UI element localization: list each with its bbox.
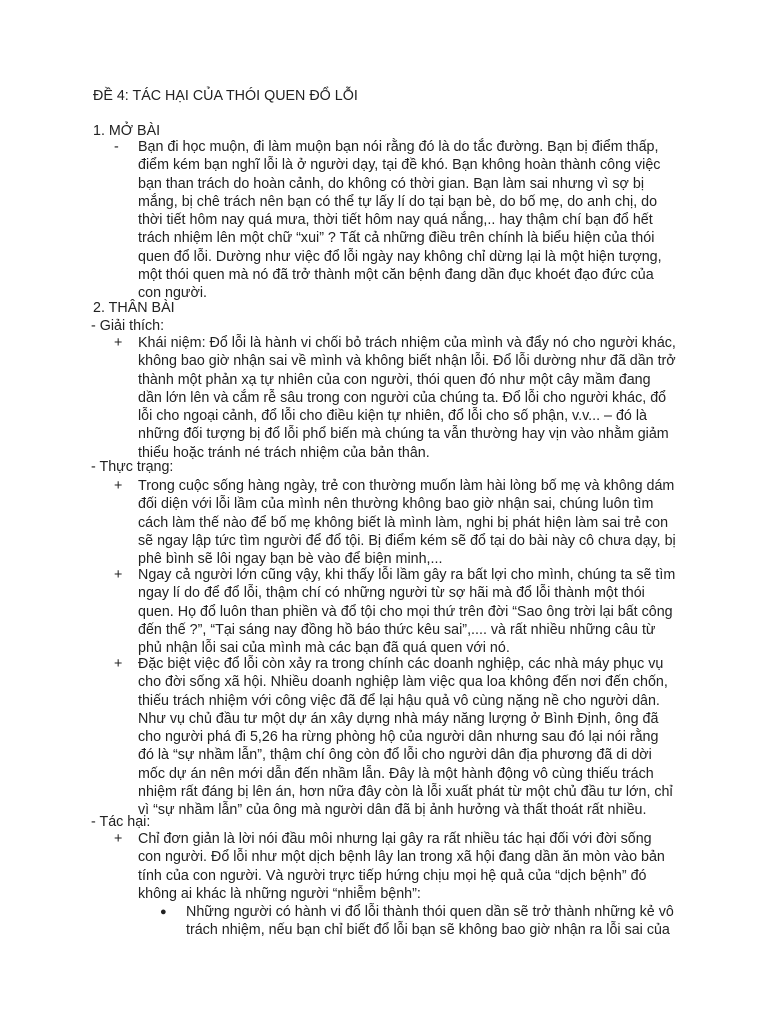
text-line: đến thế ?”, “Tại sáng nay đồng hồ báo thức kêu sai”,.... và rất nhiều những câu từ xyxy=(138,621,656,638)
text-line: Bạn đi học muộn, đi làm muộn bạn nói rằng đó là do tắc đường. Bạn bị điểm thấp, xyxy=(138,139,659,155)
text-line: phủ nhận lỗi sai của mình mà các bạn đã quá quen với nó. xyxy=(138,640,510,657)
text-line: mốc dự án nên mới dẫn đến nhầm lẫn. Đây là một hành động vô cùng thiếu trách xyxy=(138,765,654,782)
text-line: cho người phá đi 5,26 ha rừng phòng hộ của người dân nhưng sau đó lại nói rằng xyxy=(138,729,659,746)
text-line: con người. xyxy=(138,285,208,302)
thuc-trang-text-3 xyxy=(138,655,689,820)
text-line: quen. Họ đổ luôn than phiền và đổ tội cho mọi thứ trên đời “Sao ông trời lại bất công xyxy=(138,603,673,620)
text-line: dần lớn lên và cắm rễ sâu trong con người của chúng ta. Đổ lỗi cho người khác, đổ xyxy=(138,389,667,406)
text-line: Chỉ đơn giản là lời nói đầu môi nhưng lại gây ra rất nhiều tác hại đối với đời sống xyxy=(138,831,652,847)
tac-hai-bullet-text-1 xyxy=(186,903,680,940)
text-line: thành một phản xạ tự nhiên của con người, thói quen đó như một cây mầm đang xyxy=(138,371,651,388)
text-line: không bao giờ nhận sai về mình và không biết nhận lỗi. Đổ lỗi dường như đã dần trở xyxy=(138,353,676,370)
text-line: ngay lí do để đổ lỗi, thậm chí có những người từ sợ hãi mà đổ lỗi thành một thói xyxy=(138,585,645,602)
text-line: một thói quen mà nó đã trở thành một căn bệnh đang dần đục khoét đạo đức của xyxy=(138,267,654,284)
subheading-giai-thich: - Giải thích: xyxy=(91,318,165,334)
text-line: mắng, bị chê trách nên bạn có thể tự lấy lí do tại bạn bè, do bố mẹ, do anh chị, do xyxy=(138,193,658,210)
text-line: điểm kém bạn nghĩ lỗi là ở người dạy, tại đề khó. Bạn không hoàn thành công việc xyxy=(138,157,661,174)
bullet-icon: ● xyxy=(160,906,167,918)
tac-hai-text-1 xyxy=(138,830,689,903)
text-line: bạn than trách do hoàn cảnh, do không có thời gian. Bạn làm sai nhưng vì sợ bị xyxy=(138,175,645,192)
plus-marker: + xyxy=(114,656,123,672)
text-line: trách nhiệm lên một chữ “xui” ? Tất cả những điều trên chính là biểu hiện của thói xyxy=(138,230,655,247)
text-line: cách làm thế nào để bố mẹ không biết là mình làm, nghi bị phát hiện làm sai trẻ con xyxy=(138,514,669,531)
text-line: phê bình sẽ lôi ngay bạn bè vào để biện minh,... xyxy=(138,551,443,568)
text-line: sẽ ngay lập tức tìm người để đổ tội. Bị điểm kém sẽ đổ tại do bài này cô chưa dạy, bị xyxy=(138,532,676,549)
text-line: những đối tượng bị đổ lỗi phổ biến mà chúng ta vẫn thường hay vịn vào nhằm giảm xyxy=(138,426,669,443)
section-heading-than-bai: 2. THÂN BÀI xyxy=(93,300,175,316)
text-line: Trong cuộc sống hàng ngày, trẻ con thường muốn làm hài lòng bố mẹ và không dám xyxy=(138,478,675,494)
text-line: Đặc biệt việc đổ lỗi còn xảy ra trong chính các doanh nghiệp, các nhà máy phục vụ xyxy=(138,656,664,672)
text-line: thời tiết hôm nay quá mưa, thời tiết hôm nay quá nắng,.. hay thậm chí bạn đổ hết xyxy=(138,212,653,229)
document-title: ĐỀ 4: TÁC HẠI CỦA THÓI QUEN ĐỔ LỖI xyxy=(93,88,358,104)
text-line: Ngay cả người lớn cũng vậy, khi thấy lỗi lầm gây ra bất lợi cho mình, chúng ta sẽ tìm xyxy=(138,567,676,583)
subheading-tac-hai: - Tác hại: xyxy=(91,814,151,830)
text-line: nhiệm rất đáng bị lên án, hơn nữa đây còn là lỗi xuất phát từ một chủ đầu tư lớn, chỉ xyxy=(138,784,673,801)
text-line: cho đời sống xã hội. Nhiều doanh nghiệp làm việc qua loa không đến nơi đến chốn, xyxy=(138,674,668,691)
thuc-trang-text-1 xyxy=(138,477,689,568)
plus-marker: + xyxy=(114,831,123,847)
plus-marker: + xyxy=(114,567,123,583)
text-line: thiếu trách nhiệm với công việc đã để lại hậu quả vô cùng nặng nề cho người dân. xyxy=(138,692,660,709)
subheading-thuc-trang: - Thực trạng: xyxy=(91,459,174,475)
text-line: tính của con người. Và người trực tiếp hứng chịu mọi hệ quả của “dịch bệnh” đó xyxy=(138,867,647,884)
thuc-trang-text-2 xyxy=(138,566,689,657)
text-line: đối diện với lỗi lầm của mình nên thường không bao giờ nhận sai, chúng luôn tìm xyxy=(138,496,654,513)
plus-marker: + xyxy=(114,478,123,494)
section-heading-mo-bai: 1. MỞ BÀI xyxy=(93,123,161,139)
text-line: lỗi cho ngoại cảnh, đổ lỗi cho điều kiện tự nhiên, đổ lỗi cho số phận, v.v... – đó là xyxy=(138,408,647,425)
plus-marker: + xyxy=(114,335,123,351)
text-line: Như vụ chủ đầu tư một dự án xây dựng nhà máy năng lượng ở Bình Định, ông đã xyxy=(138,710,659,727)
text-line: đó là “sự nhầm lẫn”, thậm chí ông còn đổ lỗi cho người dân địa phương đã di dời xyxy=(138,747,652,764)
text-line: Những người có hành vi đổ lỗi thành thói quen dần sẽ trở thành những kẻ vô xyxy=(186,904,674,920)
text-line: vì “sự nhầm lẫn” của ông mà người dân đã bị ảnh hưởng và thất thoát rất nhiều. xyxy=(138,802,647,819)
dash-marker: - xyxy=(114,139,119,155)
text-line: quen đổ lỗi. Dường như việc đổ lỗi ngày nay không chỉ dừng lại là một hiện tượng, xyxy=(138,248,662,265)
text-line: Khái niệm: Đổ lỗi là hành vi chối bỏ trách nhiệm của mình và đẩy nó cho người khác, xyxy=(138,335,676,351)
text-line: con người. Đổ lỗi như một dịch bệnh lây lan trong xã hội đang dần ăn mòn vào bản xyxy=(138,849,665,866)
text-line: không ai khác là những người “nhiễm bệnh”: xyxy=(138,885,421,902)
text-line: thiểu hoặc tránh né trách nhiệm của bản thân. xyxy=(138,444,430,461)
giai-thich-text xyxy=(138,334,689,462)
text-line: trách nhiệm, nếu bạn chỉ biết đổ lỗi bạn sẽ không bao giờ nhận ra lỗi sai của xyxy=(186,922,670,939)
mo-bai-text xyxy=(138,138,689,303)
